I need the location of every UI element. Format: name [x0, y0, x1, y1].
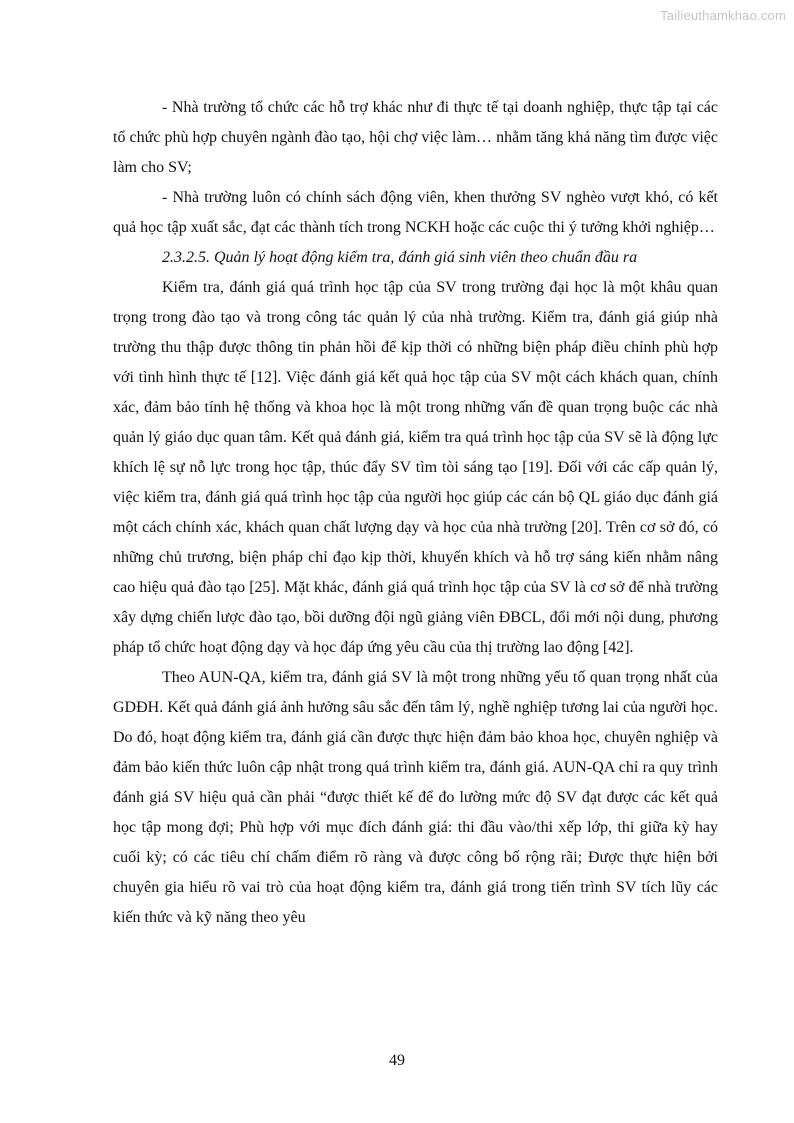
document-body: [113, 93, 718, 933]
paragraph-student-rewards: - Nhà trường luôn có chính sách động viên, khen thưởng SV nghèo vượt khó, có kết quả học tập xuất sắc, đạt các thành tích trong NCKH hoặc các cuộc thi ý tưởng khởi nghiệp…: [113, 189, 718, 236]
paragraph-assessment-importance: Kiểm tra, đánh giá quá trình học tập của SV trong trường đại học là một khâu quan trọng trong đào tạo và trong công tác quản lý của nhà trường. Kiểm tra, đánh giá giúp nhà trường thu thập được thông tin phản hồi để kịp thời có những biện pháp điều chỉnh phù hợp với tình hình thực tế [12]. Việc đánh giá kết quả học tập của SV một cách khách quan, chính xác, đảm bảo tính hệ thống và khoa học là một trong những vấn đề quan trọng buộc các nhà quản lý giáo dục quan tâm. Kết quả đánh giá, kiểm tra quá trình học tập của SV sẽ là động lực khích lệ sự nỗ lực trong học tập, thúc đẩy SV tìm tòi sáng tạo [19]. Đối với các cấp quản lý, việc kiểm tra, đánh giá quá trình học tập của người học giúp các cán bộ QL giáo dục đánh giá một cách chính xác, khách quan chất lượng dạy và học của nhà trường [20]. Trên cơ sở đó, có những chủ trương, biện pháp chỉ đạo kịp thời, khuyến khích và hỗ trợ sáng kiến nhằm nâng cao hiệu quả đào tạo [25]. Mặt khác, đánh giá quá trình học tập của SV là cơ sở để nhà trường xây dựng chiến lược đào tạo, bồi dưỡng đội ngũ giảng viên ĐBCL, đổi mới nội dung, phương pháp tổ chức hoạt động dạy và học đáp ứng yêu cầu của thị trường lao động [42].: [113, 279, 718, 656]
page-number: 49: [389, 1052, 405, 1069]
paragraph-internship-support: - Nhà trường tổ chức các hỗ trợ khác như đi thực tế tại doanh nghiệp, thực tập tại các tổ chức phù hợp chuyên ngành đào tạo, hội chợ việc làm… nhằm tăng khả năng tìm được việc làm cho SV;: [113, 99, 718, 176]
section-heading: 2.3.2.5. Quản lý hoạt động kiểm tra, đánh giá sinh viên theo chuẩn đầu ra: [162, 249, 638, 266]
watermark: Tailieuthamkhao.com: [660, 8, 786, 23]
paragraph-aun-qa: Theo AUN-QA, kiểm tra, đánh giá SV là một trong những yếu tố quan trọng nhất của GDĐH. Kết quả đánh giá ảnh hưởng sâu sắc đến tâm lý, nghề nghiệp tương lai của người học. Do đó, hoạt động kiểm tra, đánh giá cần được thực hiện đảm bảo khoa học, chuyên nghiệp và đảm bảo kiến thức luôn cập nhật trong quá trình kiểm tra, đánh giá. AUN-QA chỉ ra quy trình đánh giá SV hiệu quả cần phải “được thiết kế để đo lường mức độ SV đạt được các kết quả học tập mong đợi; Phù hợp với mục đích đánh giá: thi đầu vào/thi xếp lớp, thi giữa kỳ hay cuối kỳ; có các tiêu chí chấm điểm rõ ràng và được công bố rộng rãi; Được thực hiện bởi chuyên gia hiểu rõ vai trò của hoạt động kiểm tra, đánh giá trong tiến trình SV tích lũy các kiến thức và kỹ năng theo yêu: [113, 669, 718, 926]
